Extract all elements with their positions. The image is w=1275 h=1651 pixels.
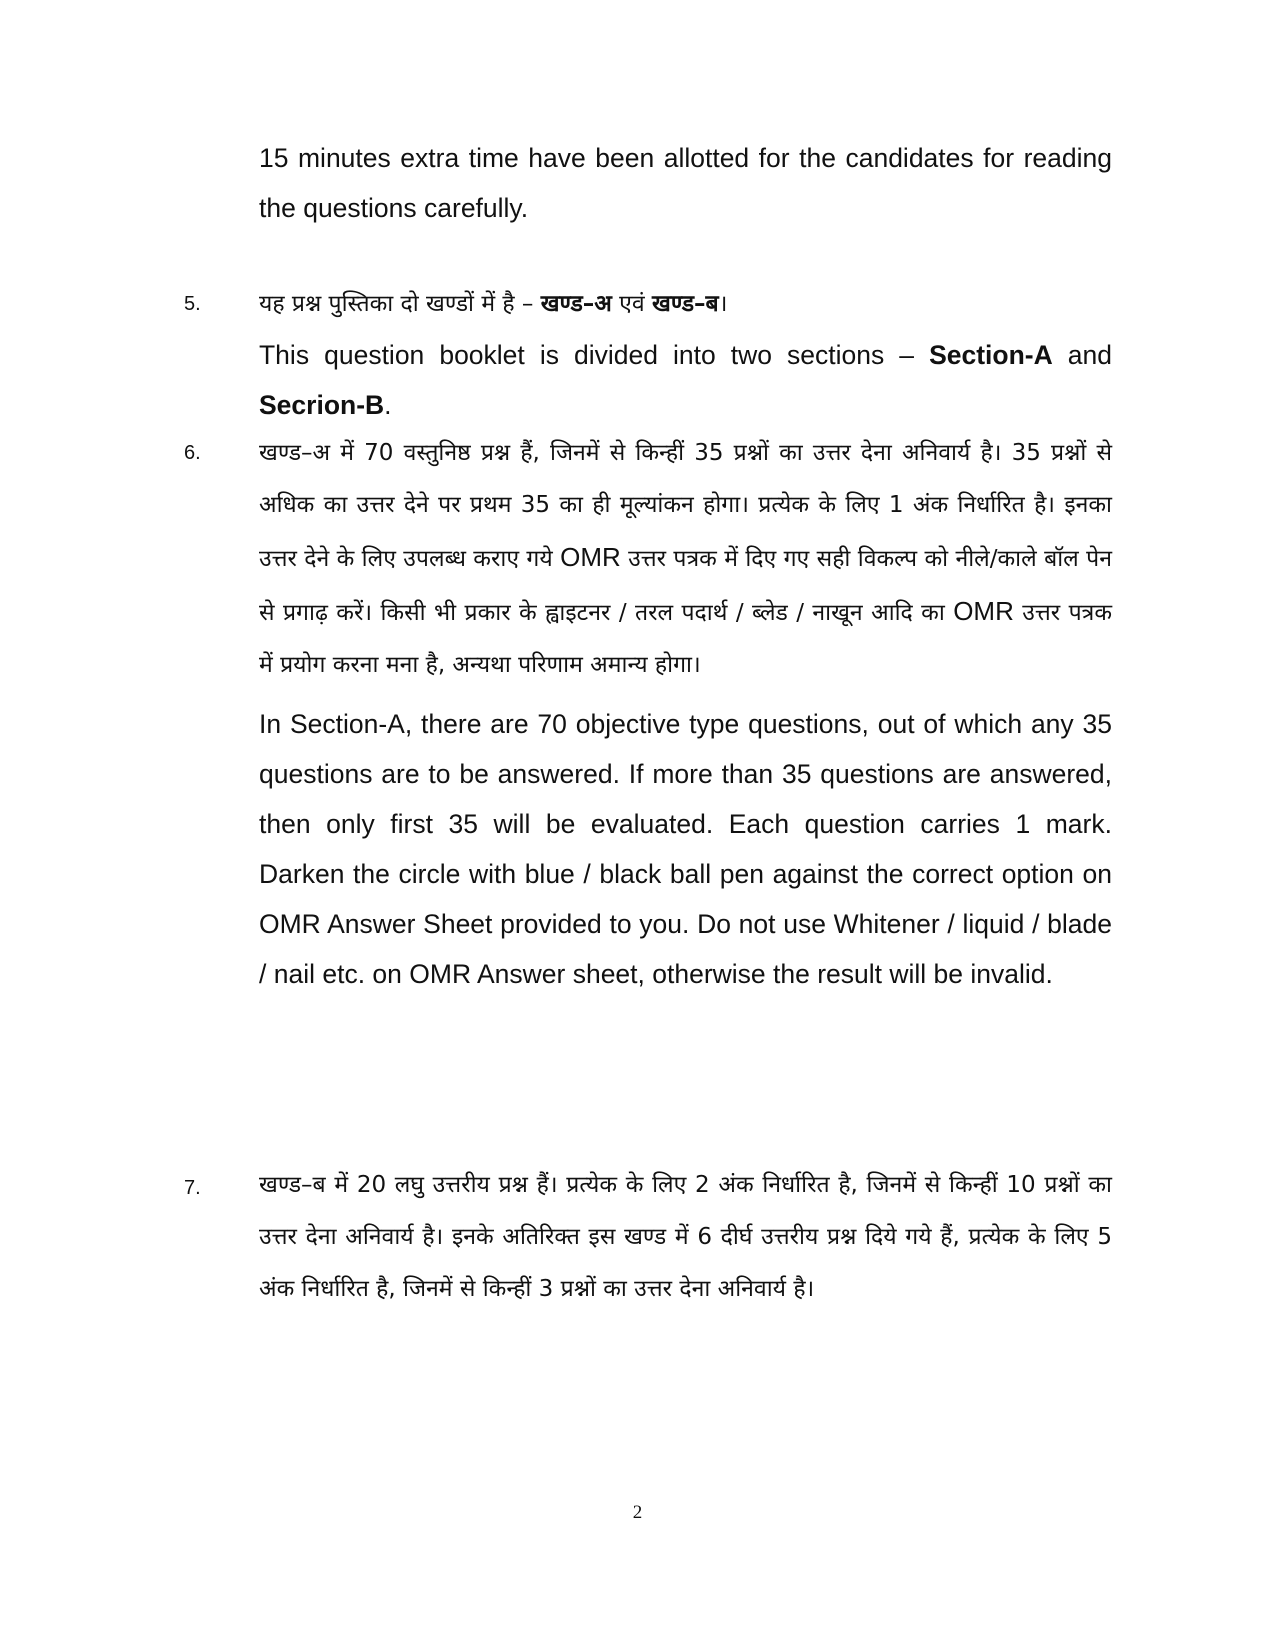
item-5-hindi-end: ।	[718, 291, 728, 317]
item-6-hindi-omr-1: OMR	[560, 542, 621, 572]
item-number-6: 6.	[184, 442, 201, 464]
item-6-hindi-part-2: उत्तर पत्रक में दिए गए सही विकल्प को नीले/काले बॉल पेन से प्रगाढ़ करें। किसी भी प्रकार के ह्वाइटनर / तरल पदार्थ / ब्लेड / नाखून आदि का	[259, 546, 1112, 626]
item-6-hindi	[259, 427, 1112, 691]
item-6	[259, 427, 1112, 999]
item-5-english-end: .	[384, 390, 392, 420]
item-6-english: In Section-A, there are 70 objective type questions, out of which any 35 questions are to be answered. If more than 35 questions are answered, then only first 35 will be evaluated. Each question carries 1 mark. Darken the circle with blue / black ball pen against the correct option on OMR Answer Sheet provided to you. Do not use Whitener / liquid / blade / nail etc. on OMR Answer sheet, otherwise the result will be invalid.	[259, 709, 1112, 989]
intro-text: 15 minutes extra time have been allotted for the candidates for reading the questions carefully.	[259, 143, 1112, 223]
item-5-hindi-text: यह प्रश्न पुस्तिका दो खण्डों में है –	[259, 291, 541, 317]
item-5-hindi	[259, 278, 1112, 330]
item-6-hindi-omr-2: OMR	[953, 596, 1014, 626]
item-5-hindi-section-a: खण्ड–अ	[540, 291, 612, 317]
item-5-hindi-conj: एवं	[611, 291, 652, 317]
item-5-english-conj: and	[1052, 340, 1113, 370]
intro-paragraph	[259, 133, 1112, 233]
item-5-english	[259, 330, 1112, 430]
item-5-english-section-a: Section-A	[929, 340, 1053, 370]
item-7-hindi: खण्ड–ब में 20 लघु उत्तरीय प्रश्न हैं। प्रत्येक के लिए 2 अंक निर्धारित है, जिनमें से किन्हीं 10 प्रश्नों का उत्तर देना अनिवार्य है। इनके अतिरिक्त इस खण्ड में 6 दीर्घ उत्तरीय प्रश्न दिये गये हैं, प्रत्येक के लिए 5 अंक निर्धारित है, जिनमें से किन्हीं 3 प्रश्नों का उत्तर देना अनिवार्य है।	[259, 1172, 1112, 1302]
item-6-hindi-part-1: खण्ड–अ में 70 वस्तुनिष्ठ प्रश्न हैं, जिनमें से किन्हीं 35 प्रश्नों का उत्तर देना अनिवार्य है। 35 प्रश्नों से अधिक का उत्तर देने पर प्रथम 35 का ही मूल्यांकन होगा। प्रत्येक के लिए 1 अंक निर्धारित है। इनका उत्तर देने के लिए उपलब्ध कराए गये	[259, 440, 1112, 572]
item-5-hindi-section-b: खण्ड–ब	[652, 291, 719, 317]
item-5-english-text: This question booklet is divided into two sections –	[259, 340, 930, 370]
page-number: 2	[632, 1502, 643, 1523]
item-5-english-section-b: Secrion-B	[259, 390, 385, 420]
item-7	[259, 1159, 1112, 1315]
item-6-hindi-part-3: उत्तर पत्रक में प्रयोग करना मना है, अन्यथा परिणाम अमान्य होगा।	[259, 600, 1112, 678]
item-number-7: 7.	[184, 1177, 201, 1199]
item-number-5: 5.	[184, 293, 201, 315]
item-5	[259, 278, 1112, 430]
